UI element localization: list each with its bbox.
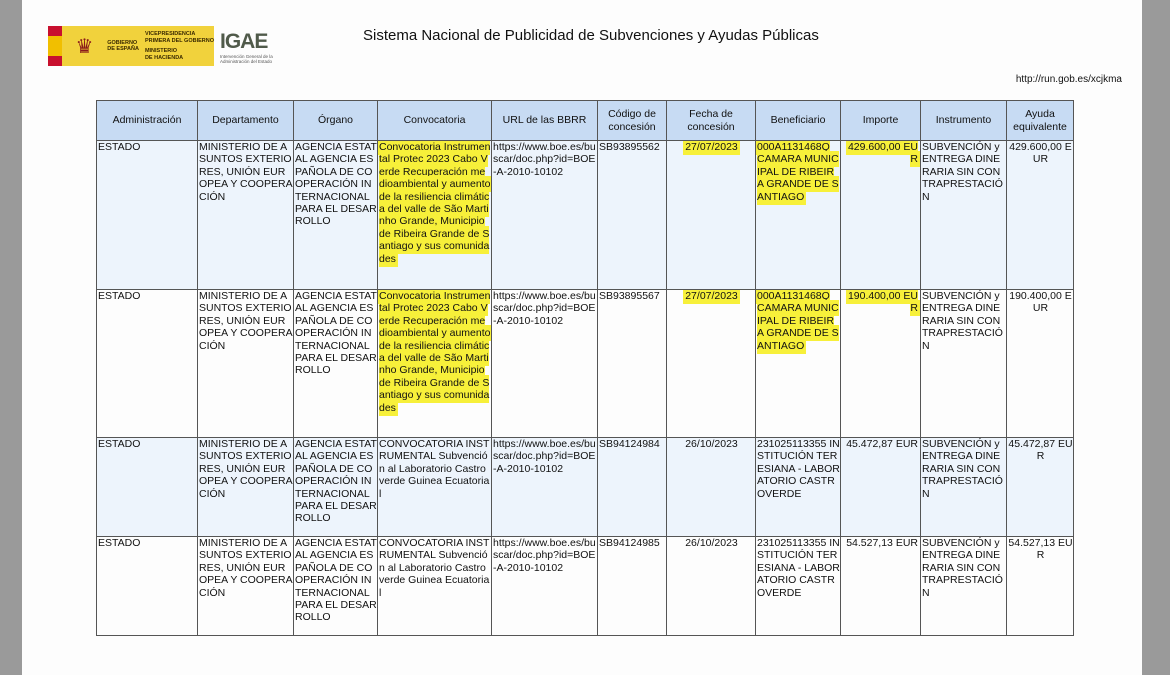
- cell-fecha: 26/10/2023: [667, 537, 756, 636]
- short-url-link[interactable]: http://run.gob.es/xcjkma: [1015, 74, 1122, 85]
- cell-url-bbrr[interactable]: https://www.boe.es/buscar/doc.php?id=BOE-A-2010-10102: [492, 537, 598, 636]
- cell-codigo: SB94124984: [598, 438, 667, 537]
- column-header-administracion[interactable]: Administración: [97, 101, 198, 141]
- column-header-importe[interactable]: Importe: [841, 101, 921, 141]
- gobierno-small-text: GOBIERNO DE ESPAÑA: [107, 39, 139, 52]
- column-header-organo[interactable]: Órgano: [294, 101, 378, 141]
- highlighted-fecha: 27/07/2023: [685, 290, 738, 302]
- cell-administracion: ESTADO: [97, 537, 198, 636]
- cell-instrumento: SUBVENCIÓN y ENTREGA DINERARIA SIN CONTRAPRESTACIÓN: [921, 537, 1007, 636]
- highlighted-importe: 190.400,00 EUR: [847, 290, 918, 315]
- highlighted-convocatoria: Convocatoria Instrumental Protec 2023 Cabo Verde Recuperación medioambiental y aumento de la resiliencia climática del valle de São Martinho Grande, Municipio de Ribeira Grande de Santiago y sus comunidades: [379, 290, 491, 414]
- cell-instrumento: SUBVENCIÓN y ENTREGA DINERARIA SIN CONTRAPRESTACIÓN: [921, 141, 1007, 290]
- cell-departamento: MINISTERIO DE ASUNTOS EXTERIORES, UNIÓN EUROPEA Y COOPERACIÓN: [198, 290, 294, 438]
- cell-ayuda: 190.400,00 EUR: [1007, 290, 1074, 438]
- cell-departamento: MINISTERIO DE ASUNTOS EXTERIORES, UNIÓN EUROPEA Y COOPERACIÓN: [198, 537, 294, 636]
- table-row: [97, 537, 1074, 636]
- column-header-ayuda[interactable]: Ayuda equivalente: [1007, 101, 1074, 141]
- cell-departamento: MINISTERIO DE ASUNTOS EXTERIORES, UNIÓN EUROPEA Y COOPERACIÓN: [198, 438, 294, 537]
- cell-organo: AGENCIA ESTATAL AGENCIA ESPAÑOLA DE COOPERACIÓN INTERNACIONAL PARA EL DESARROLLO: [294, 537, 378, 636]
- cell-organo: AGENCIA ESTATAL AGENCIA ESPAÑOLA DE COOPERACIÓN INTERNACIONAL PARA EL DESARROLLO: [294, 141, 378, 290]
- cell-fecha: [667, 290, 756, 438]
- cell-url-bbrr[interactable]: https://www.boe.es/buscar/doc.php?id=BOE-A-2010-10102: [492, 438, 598, 537]
- cell-beneficiario: [756, 141, 841, 290]
- cell-fecha: [667, 141, 756, 290]
- cell-beneficiario: [756, 290, 841, 438]
- cell-instrumento: SUBVENCIÓN y ENTREGA DINERARIA SIN CONTRAPRESTACIÓN: [921, 438, 1007, 537]
- column-header-beneficiario[interactable]: Beneficiario: [756, 101, 841, 141]
- igae-subtitle: Intervención General de la Administración del Estado: [220, 54, 273, 64]
- igae-logo: [220, 30, 280, 64]
- cell-ayuda: 429.600,00 EUR: [1007, 141, 1074, 290]
- cell-beneficiario: 231025113355 INSTITUCIÓN TERESIANA - LABORATORIO CASTROVERDE: [756, 537, 841, 636]
- table-row: [97, 438, 1074, 537]
- highlighted-beneficiario: 000A1131468Q CAMARA MUNICIPAL DE RIBEIRA GRANDE DE SANTIAGO: [757, 141, 839, 203]
- flag-stripe: [48, 26, 62, 66]
- ministerio-text: VICEPRESIDENCIA PRIMERA DEL GOBIERNO MINISTERIO DE HACIENDA: [144, 31, 214, 61]
- cell-url-bbrr[interactable]: https://www.boe.es/buscar/doc.php?id=BOE-A-2010-10102: [492, 290, 598, 438]
- column-header-convocatoria[interactable]: Convocatoria: [378, 101, 492, 141]
- coat-of-arms-icon: ♛: [75, 35, 94, 58]
- cell-codigo: SB93895562: [598, 141, 667, 290]
- cell-fecha: 26/10/2023: [667, 438, 756, 537]
- subvenciones-table: [96, 100, 1074, 636]
- cell-ayuda: 54.527,13 EUR: [1007, 537, 1074, 636]
- column-header-departamento[interactable]: Departamento: [198, 101, 294, 141]
- table-row: [97, 290, 1074, 438]
- cell-codigo: SB93895567: [598, 290, 667, 438]
- cell-administracion: ESTADO: [97, 290, 198, 438]
- column-header-instrumento[interactable]: Instrumento: [921, 101, 1007, 141]
- highlighted-beneficiario: 000A1131468Q CAMARA MUNICIPAL DE RIBEIRA GRANDE DE SANTIAGO: [757, 290, 839, 352]
- highlighted-fecha: 27/07/2023: [685, 141, 738, 153]
- highlighted-importe: 429.600,00 EUR: [847, 141, 918, 166]
- highlighted-convocatoria: Convocatoria Instrumental Protec 2023 Cabo Verde Recuperación medioambiental y aumento de la resiliencia climática del valle de São Martinho Grande, Municipio de Ribeira Grande de Santiago y sus comunidades: [379, 141, 491, 265]
- cell-importe: 45.472,87 EUR: [841, 438, 921, 537]
- gobierno-espana-logo: [48, 26, 214, 66]
- document-page: [22, 0, 1142, 675]
- cell-administracion: ESTADO: [97, 141, 198, 290]
- cell-convocatoria: CONVOCATORIA INSTRUMENTAL Subvención al Laboratorio Castroverde Guinea Ecuatorial: [378, 537, 492, 636]
- column-header-url-bbrr[interactable]: URL de las BBRR: [492, 101, 598, 141]
- cell-beneficiario: 231025113355 INSTITUCIÓN TERESIANA - LABORATORIO CASTROVERDE: [756, 438, 841, 537]
- cell-importe: [841, 290, 921, 438]
- cell-codigo: SB94124985: [598, 537, 667, 636]
- cell-departamento: MINISTERIO DE ASUNTOS EXTERIORES, UNIÓN EUROPEA Y COOPERACIÓN: [198, 141, 294, 290]
- cell-organo: AGENCIA ESTATAL AGENCIA ESPAÑOLA DE COOPERACIÓN INTERNACIONAL PARA EL DESARROLLO: [294, 438, 378, 537]
- column-header-fecha[interactable]: Fecha de concesión: [667, 101, 756, 141]
- cell-importe: [841, 141, 921, 290]
- table-row: [97, 141, 1074, 290]
- cell-ayuda: 45.472,87 EUR: [1007, 438, 1074, 537]
- cell-importe: 54.527,13 EUR: [841, 537, 921, 636]
- page-title: Sistema Nacional de Publicidad de Subvenciones y Ayudas Públicas: [363, 27, 819, 44]
- cell-instrumento: SUBVENCIÓN y ENTREGA DINERARIA SIN CONTRAPRESTACIÓN: [921, 290, 1007, 438]
- cell-convocatoria: [378, 290, 492, 438]
- cell-organo: AGENCIA ESTATAL AGENCIA ESPAÑOLA DE COOPERACIÓN INTERNACIONAL PARA EL DESARROLLO: [294, 290, 378, 438]
- column-header-codigo[interactable]: Código de concesión: [598, 101, 667, 141]
- cell-convocatoria: CONVOCATORIA INSTRUMENTAL Subvención al Laboratorio Castroverde Guinea Ecuatorial: [378, 438, 492, 537]
- igae-mark: IGAE: [220, 30, 268, 53]
- cell-administracion: ESTADO: [97, 438, 198, 537]
- table-header-row: [97, 101, 1074, 141]
- cell-url-bbrr[interactable]: https://www.boe.es/buscar/doc.php?id=BOE-A-2010-10102: [492, 141, 598, 290]
- cell-convocatoria: [378, 141, 492, 290]
